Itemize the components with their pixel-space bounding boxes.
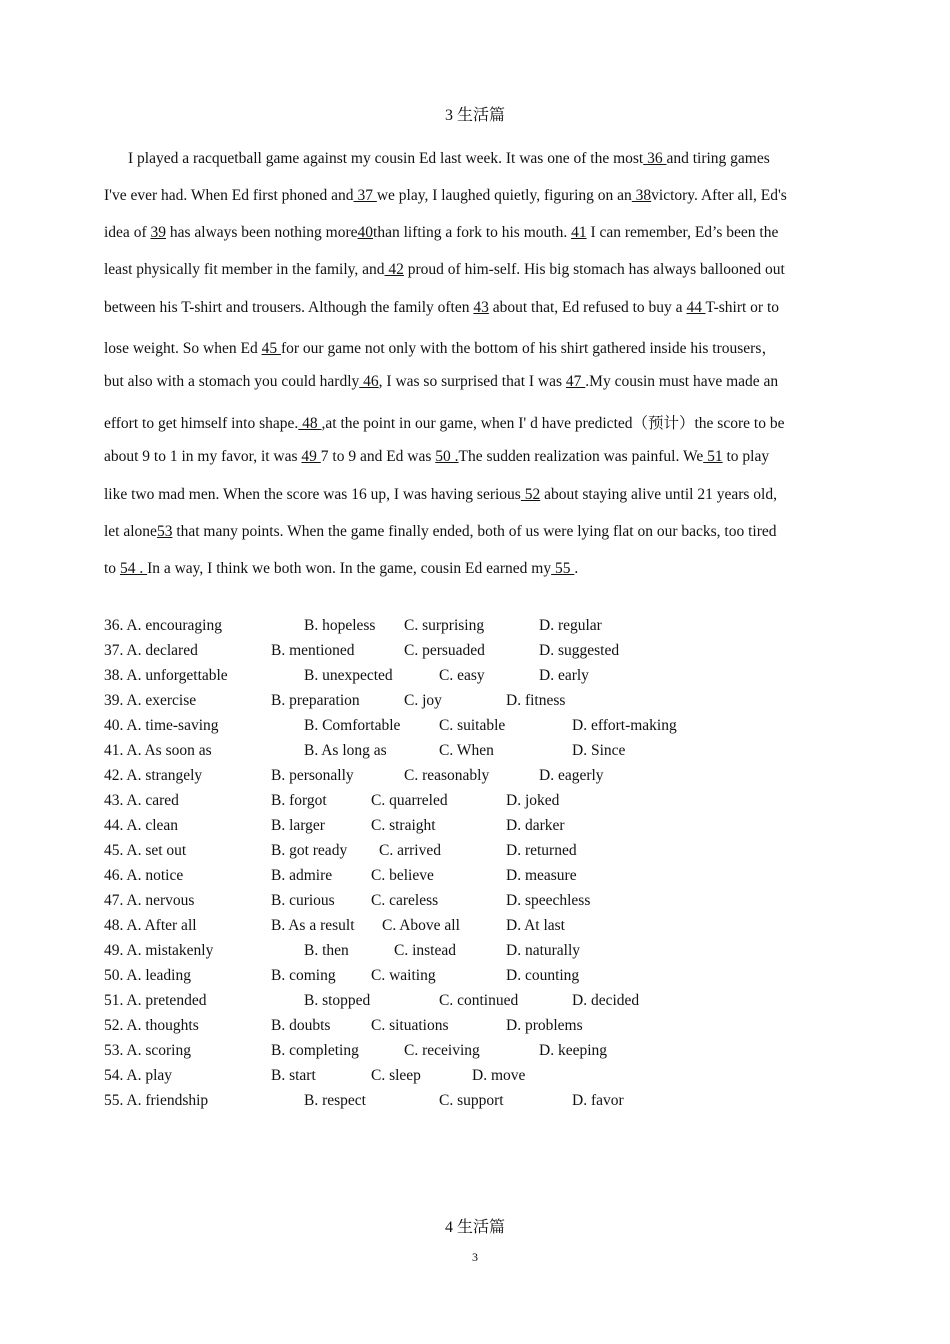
question-option-c: C. careless [371,892,439,909]
question-option-d: D. fitness [506,692,566,709]
question-option-b: B. coming [271,967,336,984]
question-row [104,742,904,767]
question-option-b: B. As long as [304,742,387,759]
question-option-c: C. persuaded [404,642,485,659]
question-option-b: B. personally [271,767,354,784]
question-option-b: B. start [271,1067,316,1084]
question-option-c: C. reasonably [404,767,490,784]
passage-line [128,150,770,168]
passage-line [104,373,778,391]
question-option-b: B. then [304,942,349,959]
passage-text: I played a racquetball game against my cousin Ed last week. It was one of the most [128,150,644,167]
question-option-d: D. keeping [539,1042,608,1059]
question-option-b: B. mentioned [271,642,355,659]
question-option-d: D. eagerly [539,767,604,784]
question-row [104,667,904,692]
answer-blank: 48 [298,415,322,432]
question-option-b: B. unexpected [304,667,393,684]
question-row [104,942,904,967]
question-option-c: C. surprising [404,617,485,634]
question-option-b: B. doubts [271,1017,331,1034]
answer-blank: 39 [150,224,166,241]
question-option-c: C. instead [394,942,456,959]
passage-line [104,336,777,358]
question-row [104,1092,904,1117]
passage-text: proud of him-self. His big stomach has always ballooned out [403,261,785,278]
question-option-d: D. darker [506,817,565,834]
question-option-d: D. problems [506,1017,583,1034]
question-option-b: B. hopeless [304,617,376,634]
question-option-a: 39. A. exercise [104,692,197,709]
passage-text: about staying alive until 21 years old, [540,486,777,503]
question-option-c: C. continued [439,992,519,1009]
question-option-c: C. arrived [379,842,441,859]
question-option-d: D. counting [506,967,580,984]
question-option-c: C. Above all [382,917,460,934]
question-option-c: C. waiting [371,967,436,984]
question-row [104,917,904,942]
passage-text: to play [722,448,770,465]
question-option-d: D. suggested [539,642,620,659]
passage-text: T-shirt or to [705,299,780,316]
passage-text: and tiring games [666,150,770,167]
passage-line [104,411,784,433]
question-option-a: 50. A. leading [104,967,191,984]
question-row [104,617,904,642]
question-option-a: 37. A. declared [104,642,198,659]
question-row [104,842,904,867]
passage-text: has always been nothing more [165,224,358,241]
passage-text: victory. After all, Ed's [651,187,787,204]
question-option-c: C. support [439,1092,504,1109]
question-option-c: C. easy [439,667,485,684]
passage-text: The sudden realization was painful. We [458,448,704,465]
passage-text: that many points. When the game finally ended, both of us were lying flat on our backs, too tired [172,523,777,540]
answer-blank: 53 [156,523,173,540]
question-row [104,792,904,817]
question-row [104,717,904,742]
question-row [104,817,904,842]
passage-line [104,560,578,578]
answer-blank: 50 . [435,448,459,465]
passage-text: idea of [104,224,151,241]
question-option-a: 45. A. set out [104,842,187,859]
answer-blank: 37 [353,187,377,204]
question-option-c: C. receiving [404,1042,480,1059]
question-option-a: 52. A. thoughts [104,1017,199,1034]
question-row [104,1067,904,1092]
question-row [104,767,904,792]
answer-blank: 41 [571,224,587,241]
answer-blank: 36 [643,150,667,167]
passage-text: I've ever had. When Ed first phoned and [104,187,354,204]
question-option-d: D. effort-making [572,717,677,734]
question-row [104,867,904,892]
question-row [104,642,904,667]
passage-text: like two mad men. When the score was 16 up, I was having serious [104,486,521,503]
passage-text: about that, Ed refused to buy a [488,299,687,316]
passage-text: than lifting a fork to his mouth. [373,224,572,241]
question-option-b: B. forgot [271,792,327,809]
question-option-d: D. measure [506,867,577,884]
question-row [104,1017,904,1042]
question-option-c: C. quarreled [371,792,448,809]
passage-text: I can remember, Ed’s been the [586,224,779,241]
page-number: 3 [472,1250,478,1264]
question-option-a: 47. A. nervous [104,892,195,909]
question-option-b: B. stopped [304,992,371,1009]
question-option-c: C. straight [371,817,436,834]
question-option-d: D. Since [572,742,626,759]
question-option-b: B. curious [271,892,335,909]
question-option-a: 38. A. unforgettable [104,667,228,684]
answer-blank: 43 [473,299,489,316]
question-option-a: 53. A. scoring [104,1042,191,1059]
question-option-b: B. respect [304,1092,366,1109]
passage-text: ,at the point in our game, when I' d have predicted（预计）the score to be [321,415,785,432]
passage-line [104,486,777,504]
question-option-b: B. admire [271,867,333,884]
question-option-b: B. preparation [271,692,360,709]
question-option-b: B. completing [271,1042,359,1059]
question-row [104,967,904,992]
passage-text: effort to get himself into shape. [104,415,299,432]
question-option-a: 41. A. As soon as [104,742,212,759]
passage-text: between his T-shirt and trousers. Although the family often [104,299,474,316]
answer-blank: 40 [357,224,374,241]
passage-line [104,187,787,205]
question-option-d: D. joked [506,792,560,809]
passage-text: let alone [104,523,157,540]
question-option-d: D. At last [506,917,565,934]
question-option-b: B. larger [271,817,325,834]
passage-text: .My cousin must have made an [585,373,779,390]
question-row [104,992,904,1017]
section-title-top: 3 生活篇 [444,107,505,124]
question-option-a: 46. A. notice [104,867,184,884]
question-row [104,1042,904,1067]
question-option-d: D. returned [506,842,577,859]
question-option-b: B. got ready [271,842,348,859]
question-option-a: 43. A. cared [104,792,179,809]
passage-text: we play, I laughed quietly, figuring on an [376,187,632,204]
question-option-c: C. When [439,742,494,759]
passage-text: for our game not only with the bottom of his shirt gathered inside his trousers， [280,340,777,357]
question-option-a: 48. A. After all [104,917,197,934]
passage-line [104,261,785,279]
passage-line [104,224,778,242]
question-option-a: 49. A. mistakenly [104,942,214,959]
question-option-a: 51. A. pretended [104,992,207,1009]
answer-blank: 51 [703,448,723,465]
question-option-b: B. Comfortable [304,717,401,734]
answer-blank: 46 [359,373,379,390]
passage-text: lose weight. So when Ed [104,340,262,357]
question-option-d: D. early [539,667,589,684]
question-option-a: 44. A. clean [104,817,179,834]
question-option-d: D. speechless [506,892,591,909]
passage-text: but also with a stomach you could hardly [104,373,360,390]
passage-text: , I was so surprised that I was [378,373,566,390]
passage-text: to [104,560,120,577]
answer-blank: 44 [686,299,706,316]
question-option-c: C. sleep [371,1067,421,1084]
question-row [104,892,904,917]
passage-line [104,448,769,466]
section-title-bottom: 4 生活篇 [444,1219,505,1236]
question-option-a: 40. A. time-saving [104,717,219,734]
passage-line [104,523,777,541]
question-option-a: 42. A. strangely [104,767,203,784]
question-option-d: D. favor [572,1092,624,1109]
answer-blank: 47 [565,373,586,390]
passage-text: 7 to 9 and Ed was [320,448,436,465]
answer-blank: 55 [551,560,575,577]
question-option-d: D. regular [539,617,602,634]
question-option-a: 55. A. friendship [104,1092,209,1109]
answer-blank: 49 [301,448,321,465]
passage-text: In a way, I think we both won. In the game, cousin Ed earned my [147,560,552,577]
question-option-a: 36. A. encouraging [104,617,222,634]
question-option-c: C. suitable [439,717,506,734]
question-row [104,692,904,717]
answer-blank: 52 [520,486,541,503]
answer-blank: 38 [631,187,652,204]
question-option-c: C. joy [404,692,442,709]
passage-text: about 9 to 1 in my favor, it was [104,448,302,465]
question-option-c: C. situations [371,1017,449,1034]
question-option-d: D. decided [572,992,640,1009]
passage-text: . [574,560,579,577]
passage-text: least physically fit member in the family, and [104,261,385,278]
question-option-c: C. believe [371,867,434,884]
answer-blank: 54 . [119,560,148,577]
answer-blank: 42 [384,261,404,278]
question-option-a: 54. A. play [104,1067,173,1084]
question-option-d: D. move [472,1067,526,1084]
question-option-b: B. As a result [271,917,355,934]
passage-line [104,299,779,317]
question-option-d: D. naturally [506,942,581,959]
answer-blank: 45 [261,340,281,357]
